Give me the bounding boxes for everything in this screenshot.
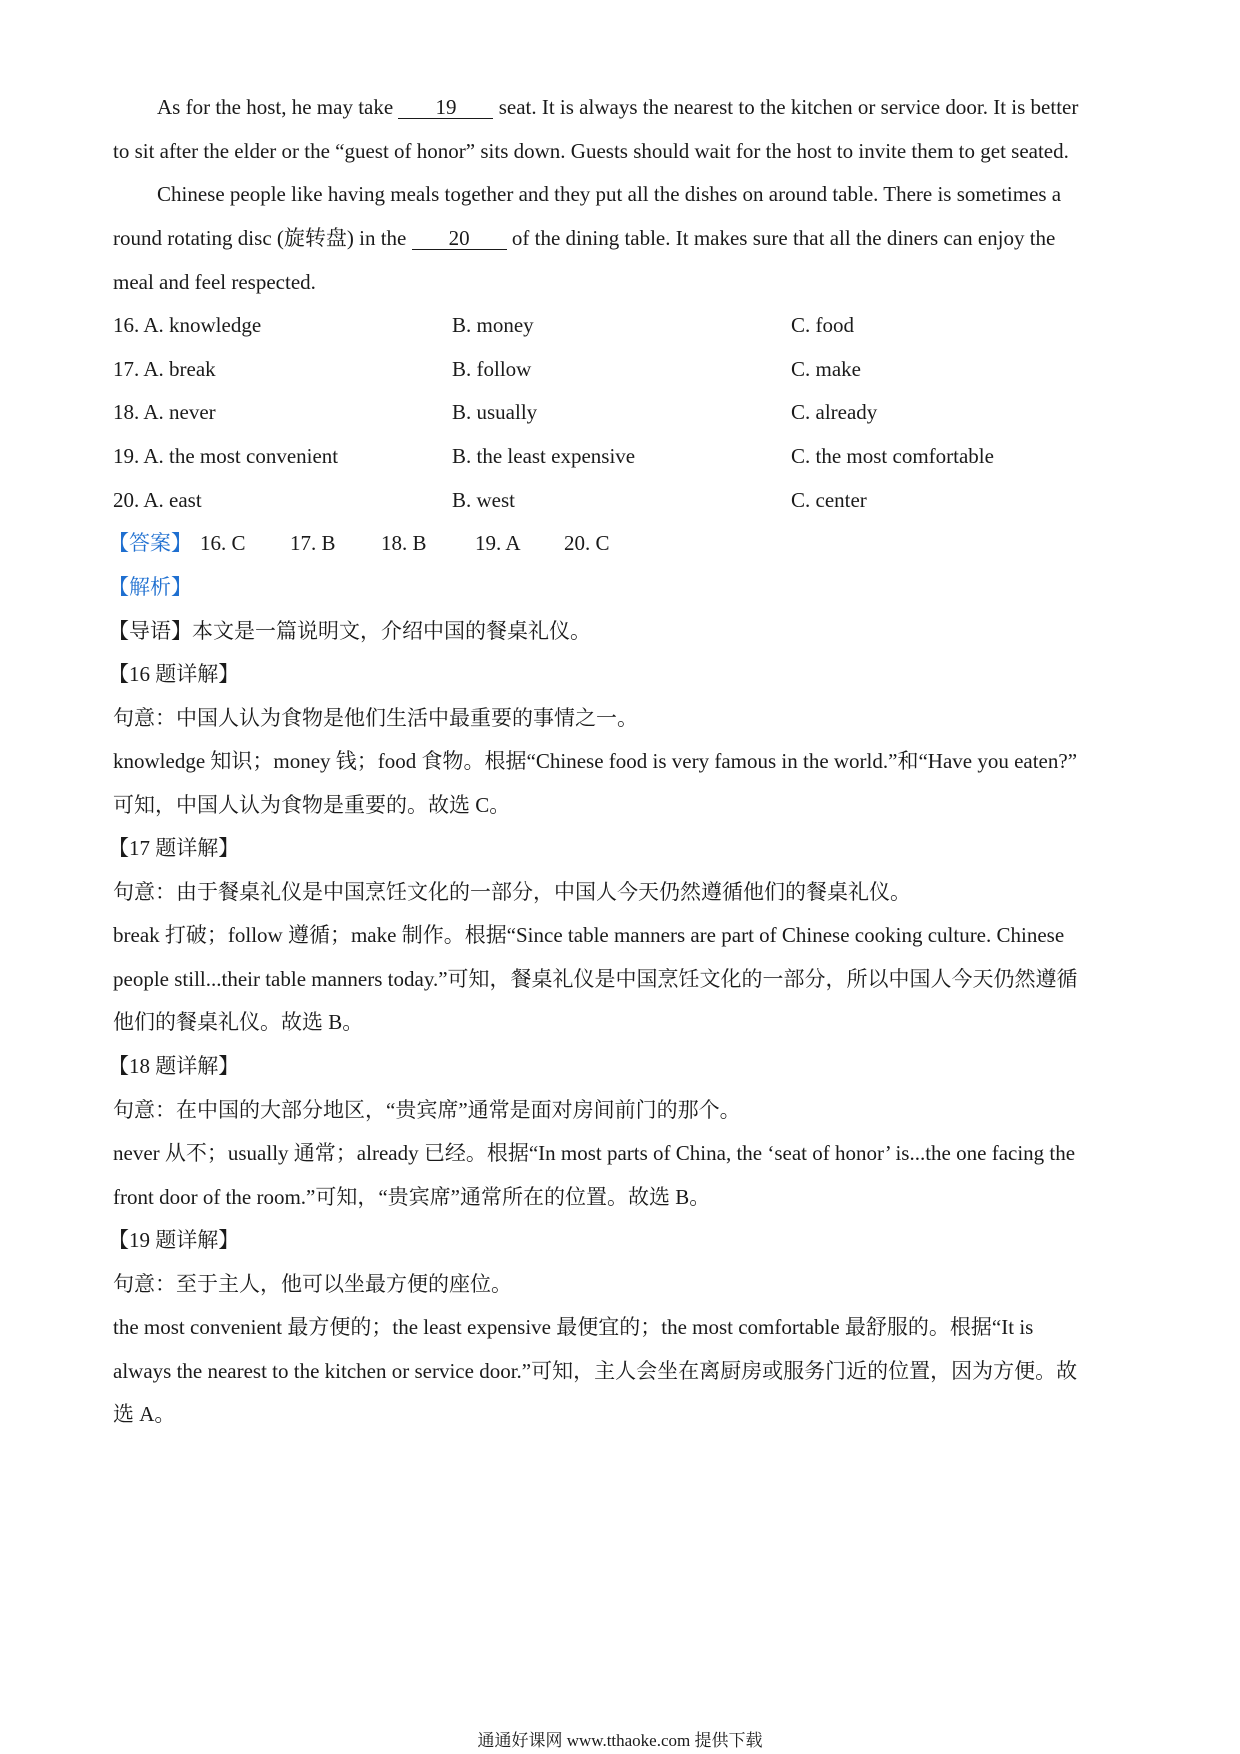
answer-blank: 19 — [398, 96, 493, 119]
passage-text: As for the host, he may take — [157, 95, 394, 119]
option-row — [113, 442, 1133, 470]
passage-line — [157, 93, 1177, 121]
explanation-line: knowledge 知识；money 钱；food 食物。根据“Chinese food is very famous in the world.”和“Have you eaten?” — [113, 749, 1078, 773]
answer-row — [108, 529, 1133, 557]
option-a: 18. A. never — [113, 400, 216, 424]
explanation-line: 选 A。 — [113, 1402, 176, 1426]
explanation-line: 句意：中国人认为食物是他们生活中最重要的事情之一。 — [113, 706, 638, 730]
passage-text: of the dining table. It makes sure that all the diners can enjoy the — [511, 226, 1056, 250]
answer-blank: 20 — [412, 227, 507, 250]
option-row — [113, 398, 1133, 426]
option-b: B. usually — [452, 400, 538, 424]
option-row — [113, 355, 1133, 383]
page-footer: 通通好课网 www.tthaoke.com 提供下载 — [477, 1731, 763, 1750]
option-b: B. follow — [452, 357, 532, 381]
answer-item: 17. B — [290, 531, 336, 555]
explanation-line: 句意：在中国的大部分地区，“贵宾席”通常是面对房间前门的那个。 — [113, 1098, 741, 1122]
explanation-line: front door of the room.”可知，“贵宾席”通常所在的位置。故选 B。 — [113, 1185, 711, 1209]
explanation-line: break 打破；follow 遵循；make 制作。根据“Since table manners are part of Chinese cooking culture. Chinese — [113, 923, 1065, 947]
question-heading: 【17 题详解】 — [108, 836, 240, 860]
answer-label: 【答案】 — [108, 531, 192, 555]
option-c: C. already — [791, 400, 878, 424]
passage-text: seat. It is always the nearest to the kitchen or service door. It is better — [498, 95, 1079, 119]
option-c: C. the most comfortable — [791, 444, 994, 468]
option-b: B. west — [452, 488, 515, 512]
option-c: C. make — [791, 357, 861, 381]
explanation-line: 句意：由于餐桌礼仪是中国烹饪文化的一部分，中国人今天仍然遵循他们的餐桌礼仪。 — [113, 880, 911, 904]
option-c: C. center — [791, 488, 867, 512]
explanation-line: people still...their table manners today.”可知，餐桌礼仪是中国烹饪文化的一部分，所以中国人今天仍然遵循 — [113, 967, 1078, 991]
explanation-line: 句意：至于主人，他可以坐最方便的座位。 — [113, 1272, 512, 1296]
answer-item: 20. C — [564, 531, 610, 555]
passage-line: Chinese people like having meals together and they put all the dishes on around table. There is sometimes a — [157, 182, 1062, 206]
explanation-line: never 从不；usually 通常；already 已经。根据“In most parts of China, the ‘seat of honor’ is...the one facing the — [113, 1141, 1076, 1165]
option-a: 20. A. east — [113, 488, 202, 512]
option-row — [113, 486, 1133, 514]
passage-line: to sit after the elder or the “guest of honor” sits down. Guests should wait for the host to invite them to get seated. — [113, 139, 1069, 163]
passage-line — [113, 224, 1133, 252]
option-a: 16. A. knowledge — [113, 313, 262, 337]
answer-item: 16. C — [200, 531, 246, 555]
passage-line: meal and feel respected. — [113, 270, 316, 294]
explanation-line: the most convenient 最方便的；the least expensive 最便宜的；the most comfortable 最舒服的。根据“It is — [113, 1315, 1034, 1339]
question-heading: 【19 题详解】 — [108, 1228, 240, 1252]
option-row — [113, 311, 1133, 339]
option-b: B. the least expensive — [452, 444, 636, 468]
answer-item: 18. B — [381, 531, 427, 555]
option-b: B. money — [452, 313, 534, 337]
option-c: C. food — [791, 313, 854, 337]
analysis-label: 【解析】 — [108, 575, 192, 599]
question-heading: 【18 题详解】 — [108, 1054, 240, 1078]
lead-in-text: 【导语】本文是一篇说明文，介绍中国的餐桌礼仪。 — [108, 619, 591, 643]
option-a: 19. A. the most convenient — [113, 444, 339, 468]
explanation-line: 可知，中国人认为食物是重要的。故选 C。 — [113, 793, 511, 817]
explanation-line: always the nearest to the kitchen or service door.”可知，主人会坐在离厨房或服务门近的位置，因为方便。故 — [113, 1359, 1078, 1383]
option-a: 17. A. break — [113, 357, 216, 381]
passage-text: round rotating disc (旋转盘) in the — [113, 226, 407, 250]
answer-item: 19. A — [475, 531, 521, 555]
question-heading: 【16 题详解】 — [108, 662, 240, 686]
explanation-line: 他们的餐桌礼仪。故选 B。 — [113, 1010, 364, 1034]
